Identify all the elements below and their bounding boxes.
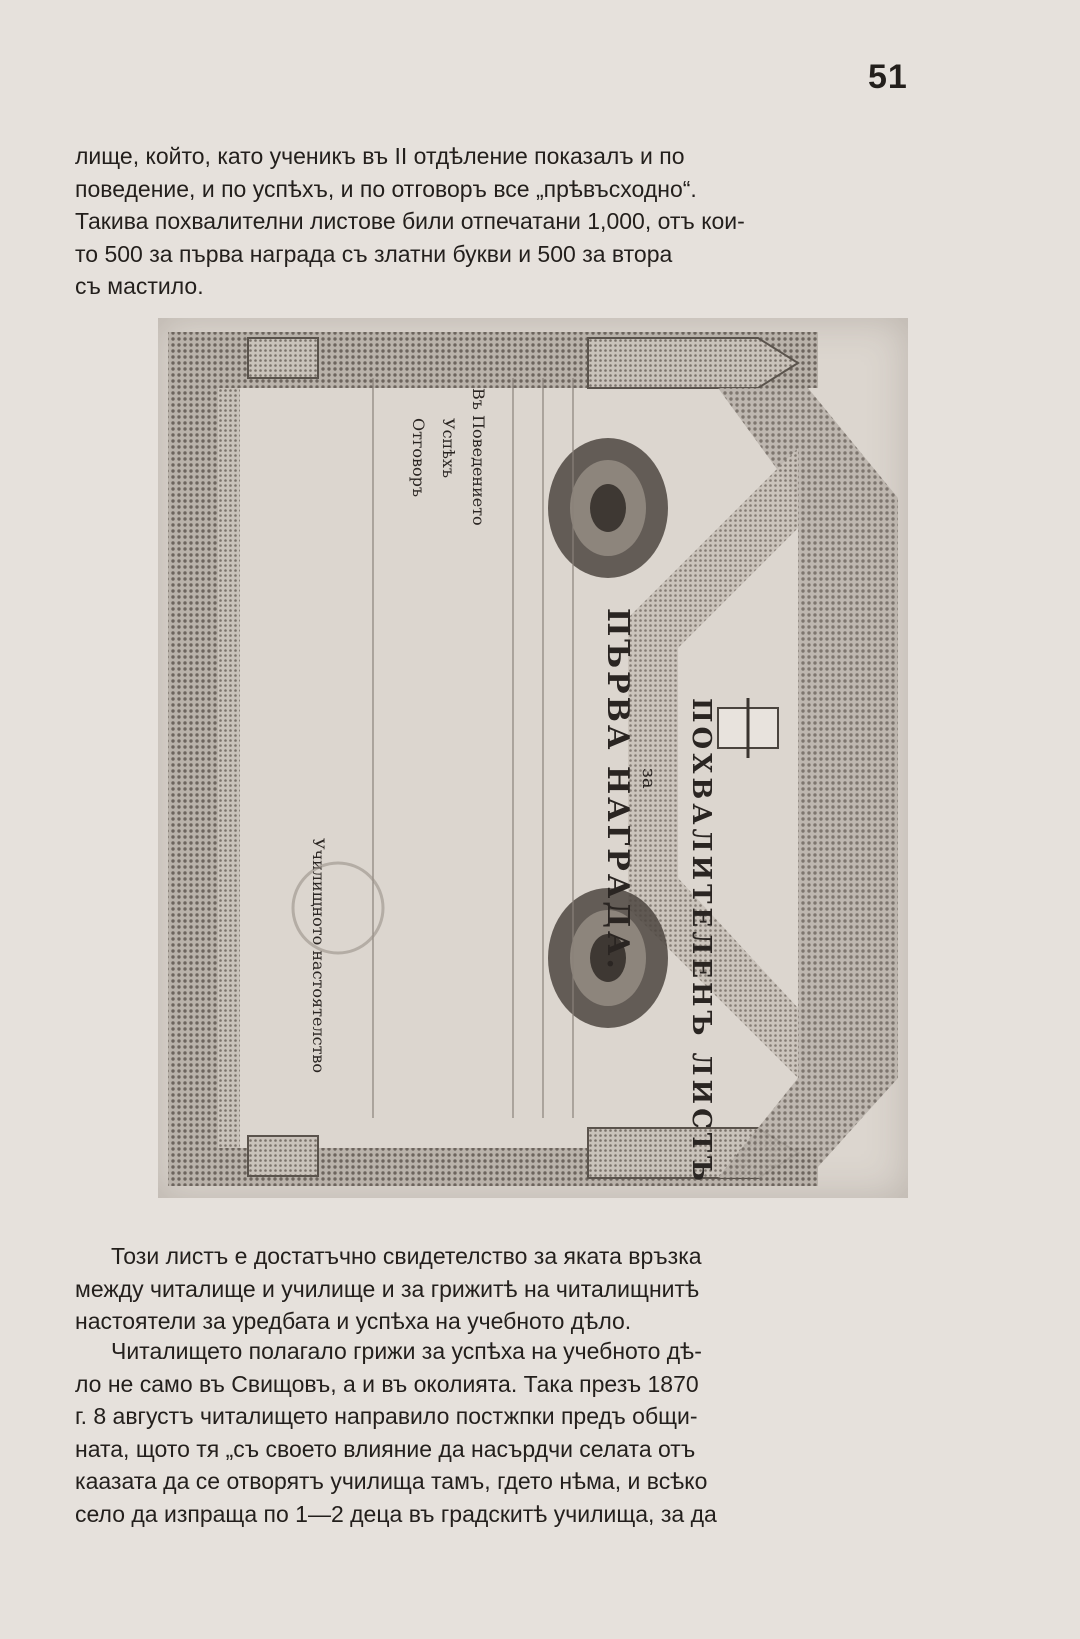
text-line: Този листъ е достатъчно свидетелство за яката връзка	[111, 1243, 702, 1269]
certificate-signature: Училищното настоятелство	[309, 838, 328, 1074]
text-line: настоятели за уредбата и успѣха на учебното дѣло.	[75, 1308, 632, 1334]
text-line: каазата да се отворятъ училища тамъ, гдето нѣма, и всѣко	[75, 1468, 708, 1494]
text-line: ната, щото тя „съ своето влияние да насърдчи селата отъ	[75, 1435, 696, 1462]
certificate-line-answer: Отговоръ	[409, 418, 428, 498]
certificate-border	[168, 332, 898, 1186]
text-line: ло не само въ Свищовъ, а и въ околията. Така презъ 1870	[75, 1370, 699, 1397]
paragraph-3	[75, 1335, 905, 1530]
text-line: г. 8 августъ читалището направило постжпки предъ общи-	[75, 1403, 698, 1429]
text-line: поведение, и по успѣхъ, и по отговоръ все „прѣвъсходно“.	[75, 175, 697, 202]
text-line: Такива похвалителни листове били отпечатани 1,000, отъ кои-	[75, 208, 745, 234]
page-number: 51	[868, 58, 908, 96]
text-line: лище, който, като ученикъ въ II отдѣление показалъ и по	[75, 143, 685, 169]
paragraph-1	[75, 140, 905, 303]
text-line: то 500 за първа награда съ златни букви и 500 за втора	[75, 240, 673, 267]
certificate-award: ПЪРВА НАГРАДА.	[600, 608, 635, 972]
emblem-top	[548, 438, 668, 578]
certificate-line-success: Успѣхъ	[439, 418, 458, 479]
paragraph-2	[75, 1240, 905, 1338]
certificate-subheading: за	[638, 768, 659, 789]
stamp-seal	[293, 863, 383, 953]
text-line: между читалище и училище и за грижитѣ на читалищнитѣ	[75, 1275, 700, 1302]
certificate-line-conduct: Въ Поведението	[469, 388, 488, 526]
text-line: съ мастило.	[75, 273, 204, 299]
text-line: Читалището полагало грижи за успѣха на учебното дѣ-	[111, 1338, 702, 1364]
text-line: село да изпраща по 1—2 деца въ градскитѣ училища, за да	[75, 1500, 717, 1527]
certificate-heading: ПОХВАЛИТЕЛЕНЪ ЛИСТЪ	[686, 698, 716, 1186]
certificate-photo	[158, 318, 908, 1198]
